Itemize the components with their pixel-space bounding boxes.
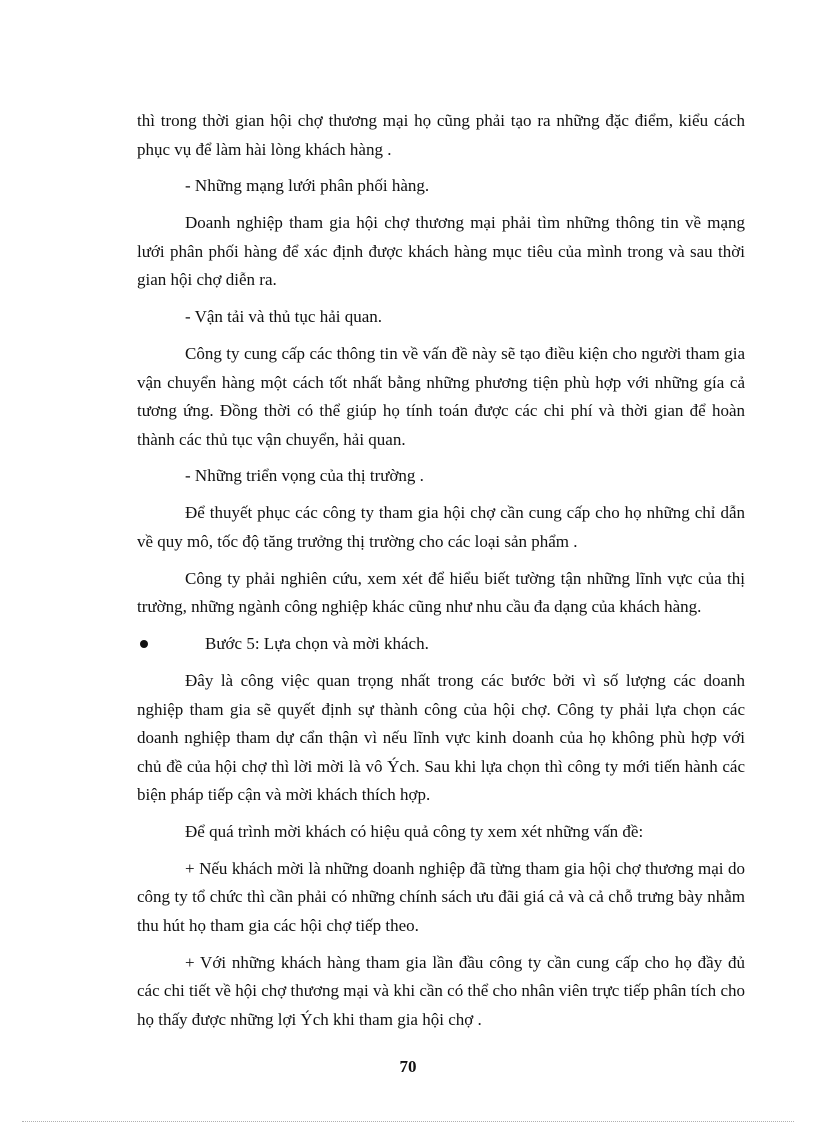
list-item-market-prospects: - Những triển vọng của thị trường . [185,466,424,486]
paragraph-step-5-description: Đây là công việc quan trọng nhất trong các bước bởi vì số lượng các doanh nghiệp tham gia sẽ quyết định sự thành công của hội chợ. Công ty phải lựa chọn các doanh nghiệp tham dự cẩn thận vì nếu lĩnh vực kinh doanh của họ không phù hợp với chủ đề của hội chợ thì lời mời là vô Ých. Sau khi lựa chọn thì công ty mới tiến hành các biện pháp tiếp cận và mời khách thích hợp. [137,671,745,805]
document-body [137,107,745,1043]
paragraph-market-prospects-1: Để thuyết phục các công ty tham gia hội chợ cần cung cấp cho họ những chỉ dẫn về quy mô, tốc độ tăng trưởng thị trường cho các loại sản phẩm . [137,503,745,551]
bullet-step-5-label: Bước 5: Lựa chọn và mời khách. [205,634,429,654]
list-item-transport-customs: - Vận tải và thủ tục hải quan. [185,307,383,327]
bullet-step-5 [137,630,745,659]
paragraph-market-prospects-2: Công ty phải nghiên cứu, xem xét để hiểu biết tường tận những lĩnh vực của thị trường, những ngành công nghiệp khác cũng như nhu cầu đa dạng của khách hàng. [137,568,745,617]
paragraph-continuation: thì trong thời gian hội chợ thương mại họ cũng phải tạo ra những đặc điểm, kiểu cách phục vụ để làm hài lòng khách hàng . [137,111,745,159]
paragraph-transport-customs: Công ty cung cấp các thông tin về vấn đề này sẽ tạo điều kiện cho người tham gia vận chuyển hàng một cách tốt nhất bằng những phương tiện phù hợp với những gía cả tương ứng. Đồng thời có thể giúp họ tính toán được các chi phí và thời gian để hoàn thành các thủ tục vận chuyển, hải quan. [137,344,745,449]
page-bottom-divider [22,1121,794,1122]
paragraph-returning-guests: + Nếu khách mời là những doanh nghiệp đã từng tham gia hội chợ thương mại do công ty tổ chức thì cần phải có những chính sách ưu đãi giá cả và cả chỗ trưng bày nhằm thu hút họ tham gia các hội chợ tiếp theo. [137,858,745,935]
list-item-distribution-network: - Những mạng lưới phân phối hàng. [185,176,430,196]
page-number: 70 [399,1057,417,1076]
paragraph-invitation-intro: Để quá trình mời khách có hiệu quả công ty xem xét những vấn đề: [185,821,644,841]
paragraph-first-time-guests: + Với những khách hàng tham gia lần đầu công ty cần cung cấp cho họ đầy đủ các chi tiết về hội chợ thương mại và khi cần có thể cho nhân viên trực tiếp phân tích cho họ thấy được những lợi Ých khi tham gia hội chợ . [137,952,745,1029]
paragraph-distribution-network: Doanh nghiệp tham gia hội chợ thương mại phải tìm những thông tin về mạng lưới phân phối hàng để xác định được khách hàng mục tiêu của mình trong và sau thời gian hội chợ diễn ra. [137,213,745,290]
bullet-dot-icon [140,640,148,648]
